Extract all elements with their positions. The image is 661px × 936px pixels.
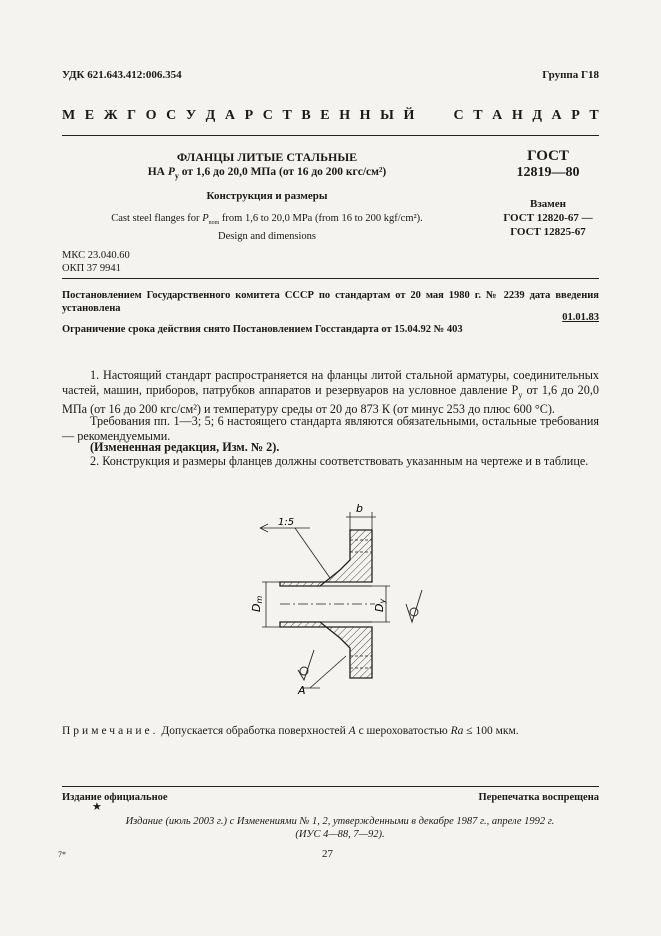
subtitle: Конструкция и размеры xyxy=(206,190,328,203)
roughness-symbol-left xyxy=(298,650,314,680)
title-line2 xyxy=(92,166,442,180)
dim-b-label: b xyxy=(356,502,363,515)
banner-word1-letter: А xyxy=(224,108,236,123)
banner-word2-letter: Д xyxy=(532,108,542,123)
gost-number: 12819—80 xyxy=(516,165,580,180)
p1-subscript: y xyxy=(518,389,523,399)
en-line2: Design and dimensions xyxy=(218,231,316,243)
title-line1: ФЛАНЦЫ ЛИТЫЕ СТАЛЬНЫЕ xyxy=(176,150,358,164)
en-symbol: P xyxy=(202,213,209,225)
official-edition: Издание официальное xyxy=(62,792,168,803)
banner-word2-letter: С xyxy=(453,108,464,123)
banner-word2-letter: Т xyxy=(473,108,483,123)
limit-removed-text: Ограничение срока действия снято Постановлением Госстандарта от 15.04.92 № 403 xyxy=(62,324,463,335)
title-range: от 1,6 до 20,0 МПа (от 16 до 200 кгс/см²) xyxy=(181,166,387,178)
p1-rest: от 1,6 до 20,0 МПа (от 16 до 200 кгс/см²) и температуру среды от 20 до 873 К (от минус 253 до плюс 600 °С). xyxy=(62,382,600,417)
flange-lower-section xyxy=(280,622,372,678)
banner-word1-letter: С xyxy=(166,108,177,123)
mks-code: МКС 23.040.60 xyxy=(62,250,130,261)
title-prefix: НА xyxy=(147,166,165,178)
banner-word1-letter: М xyxy=(62,108,76,123)
corner-mark: 7* xyxy=(58,850,66,859)
roughness-symbol-right xyxy=(406,590,422,622)
banner-word1-letter: В xyxy=(301,108,311,123)
banner-word1-letter: Й xyxy=(403,108,415,123)
banner-word1-letter: Т xyxy=(282,108,292,123)
gost-label: ГОСТ xyxy=(527,148,569,164)
paragraph-1 xyxy=(62,368,599,417)
reprint-notice: Перепечатка воспрещена xyxy=(478,792,599,803)
flange-drawing xyxy=(240,500,440,710)
star-icon: ★ xyxy=(92,801,102,813)
pressure-symbol: P xyxy=(167,166,175,178)
group-code: Группа Г18 xyxy=(542,69,599,81)
dim-dy-label: Dy xyxy=(373,598,387,612)
classification-codes xyxy=(62,249,130,275)
note-text: Допускается обработка поверхностей xyxy=(161,725,346,737)
gost-block xyxy=(478,148,618,239)
dim-dm-label: Dm xyxy=(250,595,264,612)
edition-line2: (ИУС 4—88, 7—92). xyxy=(295,829,385,840)
banner-word1-letter: Н xyxy=(359,108,371,123)
replaced-std-1: ГОСТ 12820-67 — xyxy=(503,212,593,224)
title-block xyxy=(92,150,442,243)
note-label: Примечание. xyxy=(62,725,159,737)
flange-upper-section xyxy=(280,530,372,586)
banner-word1-letter: С xyxy=(262,108,273,123)
banner-word1-letter: Ы xyxy=(380,108,394,123)
note-text2: с шероховатостью xyxy=(358,725,448,737)
p1-start: 1. Настоящий стандарт распространяется на фланцы литой стальной арматуры, соединительных частей, машин, приборов, патрубков аппаратов и резервуаров на условное давление P xyxy=(62,368,599,397)
banner-word1-letter: О xyxy=(145,108,157,123)
edition-info xyxy=(100,815,580,841)
banner-word1-letter: Н xyxy=(339,108,351,123)
banner-word1-letter: Д xyxy=(205,108,216,123)
change-note: (Измененная редакция, Изм. № 2). xyxy=(90,440,280,454)
banner-word1-letter: Г xyxy=(127,108,137,123)
banner-word1-letter: Р xyxy=(244,108,254,123)
udk-code: УДК 621.643.412:006.354 xyxy=(62,69,182,81)
replaces-block xyxy=(478,197,618,239)
banner-word2-letter: Т xyxy=(589,108,599,123)
note xyxy=(62,725,519,737)
note-surface: A xyxy=(348,725,356,737)
footer-rule xyxy=(62,786,599,787)
mid-rule xyxy=(62,278,599,279)
banner-word2-letter: Р xyxy=(571,108,580,123)
taper-label: 1:5 xyxy=(278,517,295,528)
okp-code: ОКП 37 9941 xyxy=(62,263,121,274)
introduction-date: 01.01.83 xyxy=(562,312,599,323)
english-title xyxy=(92,212,442,243)
banner-word2-letter: А xyxy=(492,108,503,123)
surface-a-label: A xyxy=(298,684,306,697)
paragraph-3: 2. Конструкция и размеры фланцев должны соответствовать указанным на чертеже и в таблице. xyxy=(90,454,589,468)
banner-word2-letter: Н xyxy=(511,108,523,123)
replaces-label: Взамен xyxy=(530,198,566,210)
en-prefix: Cast steel flanges for xyxy=(111,213,200,225)
standard-banner xyxy=(62,108,599,124)
banner-word1-letter: Ж xyxy=(103,108,118,123)
page-number: 27 xyxy=(322,848,333,860)
edition-line1: Издание (июль 2003 г.) с Изменениями № 1, 2, утвержденными в декабре 1987 г., апреле 1992 г. xyxy=(125,816,555,827)
top-rule xyxy=(62,135,599,136)
banner-word2-letter: А xyxy=(551,108,562,123)
banner-word1-letter: У xyxy=(185,108,197,123)
banner-word1-letter: Е xyxy=(320,108,330,123)
en-subscript: nom xyxy=(208,220,220,227)
banner-gap xyxy=(424,108,444,124)
note-ra: Ra xyxy=(450,725,464,737)
banner-word1-letter: Е xyxy=(84,108,95,123)
en-range: from 1,6 to 20,0 MPa (from 16 to 200 kgf/cm²). xyxy=(221,213,423,225)
decree-text: Постановлением Государственного комитета СССР по стандартам от 20 мая 1980 г. № 2239 дата введения установлена xyxy=(62,290,599,314)
replaced-std-2: ГОСТ 12825-67 xyxy=(510,226,586,238)
note-text3: ≤ 100 мкм. xyxy=(466,725,519,737)
pressure-subscript: y xyxy=(174,171,179,181)
paragraph-2: Требования пп. 1—3; 5; 6 настоящего стандарта являются обязательными, остальные требования — рекомендуемыми. xyxy=(62,414,599,443)
